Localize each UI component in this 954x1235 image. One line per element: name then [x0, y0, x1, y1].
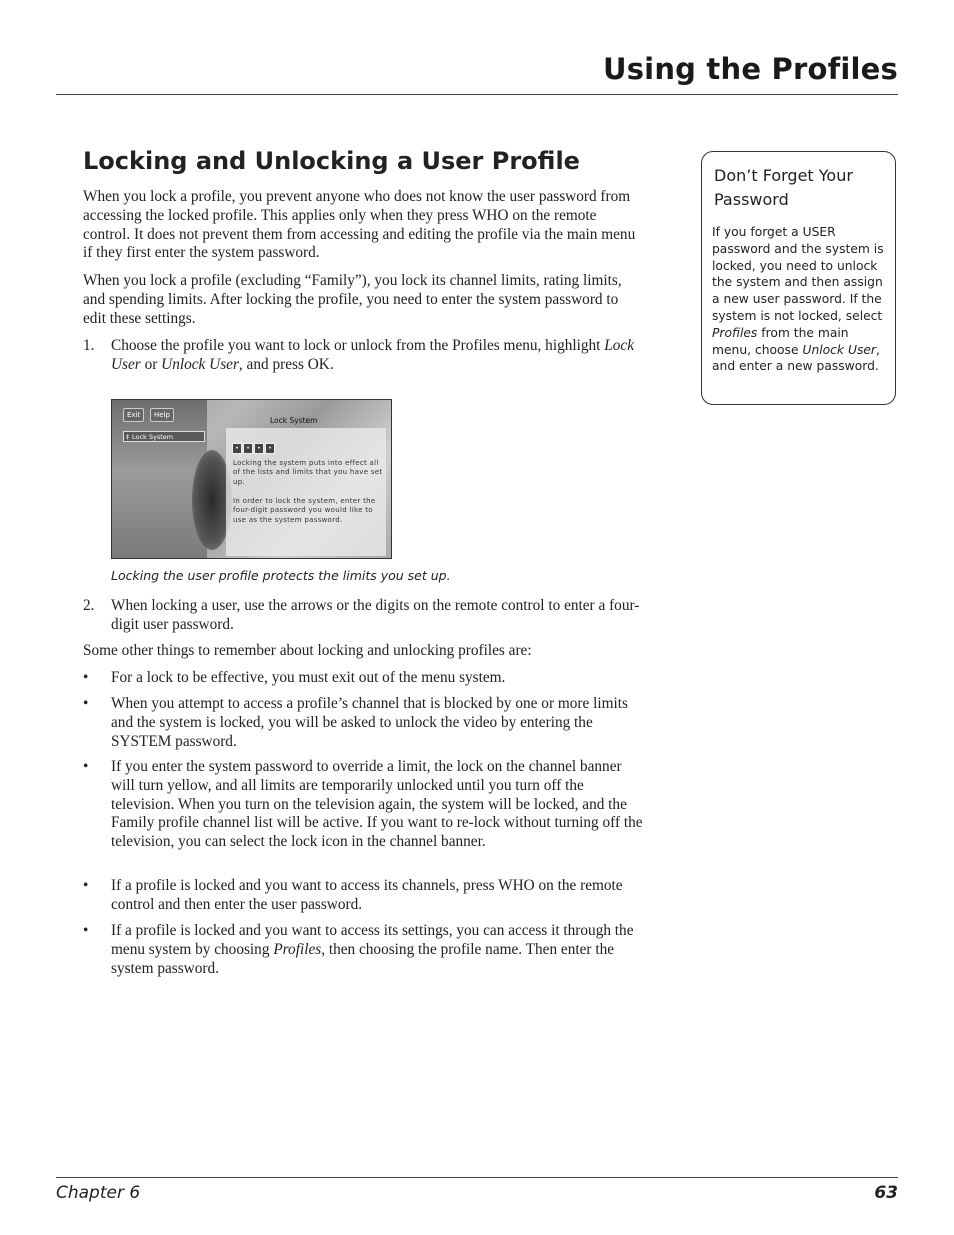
page-title: Using the Profiles — [602, 52, 898, 86]
step-number: 1. — [83, 337, 95, 354]
bullet-text: If you enter the system password to override a limit, the lock on the channel banner will turn yellow, and all limits are temporarily unlocked until you turn off the television. When you turn on the television again, the system will be locked, and the Family profile channel list will be active. If you want to re-lock without turning off the television, you can select the lock icon in the channel banner. — [111, 758, 643, 851]
bullet-text-part: If a profile is locked and you want to access its settings, you can access it through the menu system by choosing — [111, 922, 634, 958]
lock-system-menu-item — [123, 431, 205, 442]
screenshot-text-2: In order to lock the system, enter the four-digit password you would like to use as the system password. — [233, 497, 376, 524]
help-button: Help — [150, 408, 174, 422]
bullet-marker: • — [83, 758, 89, 775]
lock-icon: ‡ — [126, 433, 130, 441]
bullet-item — [83, 922, 648, 978]
sidebar-text-part: If you forget a USER password and the system is locked, you need to unlock the system and then assign a new user password. If the system is not locked, select — [712, 225, 884, 323]
step-2 — [83, 597, 648, 635]
sidebar-text-part: from the main menu, choose — [712, 325, 849, 357]
bullet-item — [83, 669, 648, 688]
footer-page-number: 63 — [874, 1183, 898, 1203]
step-number: 2. — [83, 597, 95, 614]
step-emphasis: Lock User — [111, 337, 634, 373]
menu-item-label: Lock System — [132, 433, 174, 441]
password-digit-box: • — [232, 443, 242, 454]
page-footer — [56, 1177, 898, 1208]
step-1 — [83, 337, 648, 375]
bullet-emphasis: Profiles — [273, 940, 322, 958]
step-text — [111, 337, 648, 375]
sidebar-text-part: , and enter a new password. — [712, 342, 880, 374]
screenshot-title: Lock System — [270, 416, 318, 425]
bullet-item — [83, 877, 648, 915]
section-title: Locking and Unlocking a User Profile — [83, 147, 580, 175]
password-boxes — [232, 443, 275, 454]
bullet-text: For a lock to be effective, you must exit out of the menu system. — [111, 669, 506, 686]
page-header — [56, 50, 898, 95]
sidebar-text — [712, 224, 890, 375]
remember-intro — [83, 642, 643, 661]
bullet-marker: • — [83, 877, 89, 894]
paragraph-text: When you lock a profile (excluding “Family”), you lock its channel limits, rating limits, and spending limits. After locking the profile, you need to enter the system password to edit these settings. — [83, 272, 622, 327]
bullet-marker: • — [83, 669, 89, 686]
password-digit-box: • — [243, 443, 253, 454]
bullet-marker: • — [83, 695, 89, 712]
step-text-part: Choose the profile you want to lock or unlock from the Profiles menu, highlight — [111, 337, 605, 354]
bullet-text-part: , then choosing the profile name. Then enter the system password. — [111, 940, 615, 977]
bullet-text: When you attempt to access a profile’s channel that is blocked by one or more limits and the system is locked, you will be asked to unlock the video by entering the SYSTEM password. — [111, 695, 628, 750]
bullet-text — [111, 922, 648, 978]
bullet-item — [83, 695, 648, 751]
password-digit-box: • — [265, 443, 275, 454]
step-text-part: , and press OK. — [238, 355, 334, 373]
footer-chapter: Chapter 6 — [56, 1183, 141, 1203]
password-digit-box: • — [254, 443, 264, 454]
figure-caption: Locking the user profile protects the limits you set up. — [111, 568, 451, 583]
sidebar-emphasis: Unlock User — [802, 342, 876, 357]
intro-paragraph-1 — [83, 188, 643, 263]
step-text: When locking a user, use the arrows or the digits on the remote control to enter a four-digit user password. — [111, 597, 640, 633]
paragraph-text: Some other things to remember about locking and unlocking profiles are: — [83, 642, 532, 659]
bullet-item — [83, 758, 648, 852]
screenshot-text-1: Locking the system puts into effect all of the lists and limits that you have set up. — [233, 459, 383, 486]
exit-button: Exit — [123, 408, 144, 422]
sidebar-tip-box — [701, 151, 896, 405]
sidebar-emphasis: Profiles — [712, 325, 758, 340]
bullet-text: If a profile is locked and you want to access its channels, press WHO on the remote control and then enter the user password. — [111, 877, 623, 913]
lock-system-screenshot — [111, 399, 392, 559]
paragraph-text: When you lock a profile, you prevent anyone who does not know the user password from accessing the locked profile. This applies only when they press WHO on the remote control. It does not prevent them from accessing and editing the profile via the main menu if they first enter the system password. — [83, 188, 636, 262]
sidebar-title: Don’t Forget Your Password — [714, 166, 853, 209]
bullet-marker: • — [83, 922, 89, 939]
intro-paragraph-2 — [83, 272, 643, 328]
step-emphasis: Unlock User — [161, 355, 239, 373]
step-text-part: or — [140, 355, 162, 373]
